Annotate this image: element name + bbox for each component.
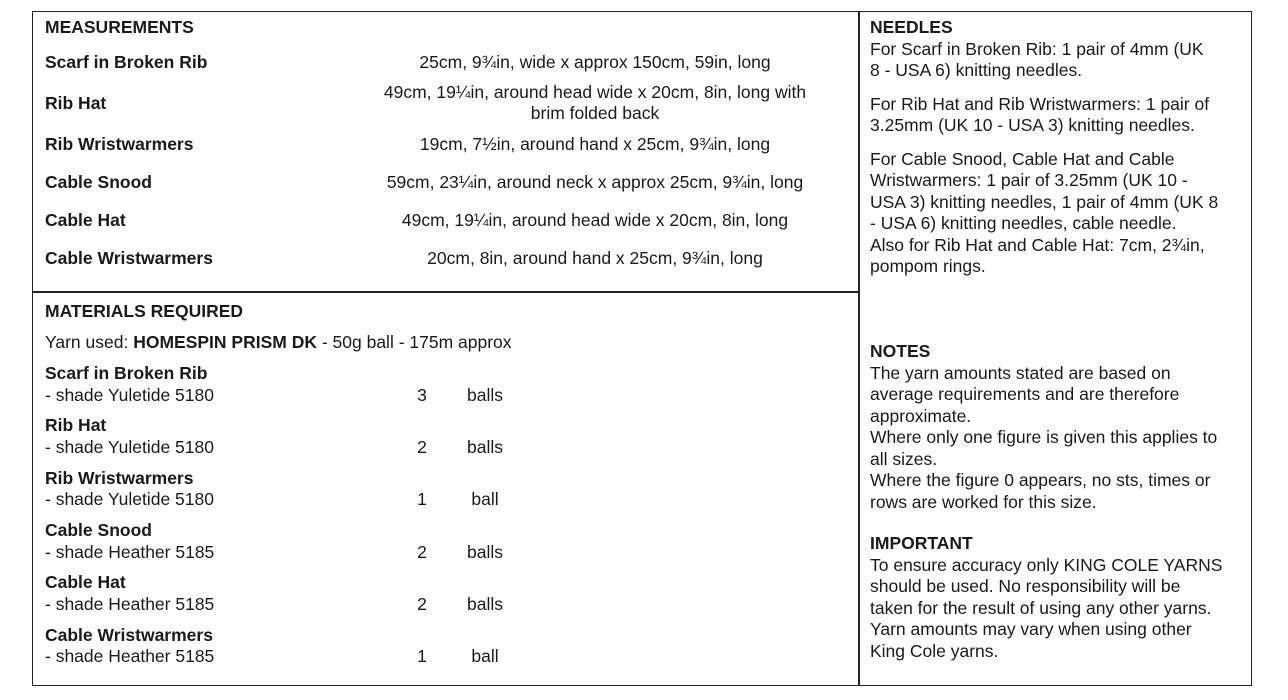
needles-text: Also for Rib Hat and Cable Hat: 7cm, 2¾in, [870,234,1205,255]
material-unit: balls [467,594,503,614]
important-text: King Cole yarns. [870,640,999,661]
important-heading: IMPORTANT [870,533,973,553]
material-item: Cable Snood [45,520,152,540]
notes-text: average requirements and are therefore [870,384,1180,404]
material-unit: balls [467,437,503,457]
material-qty: 1 [417,646,427,666]
material-shade: - shade Heather 5185 [45,646,215,666]
important-text: taken for the result of using any other yarns. [870,597,1212,618]
needles-text: pompom rings. [870,256,986,276]
needles-section [870,17,1245,278]
material-item: Rib Wristwarmers [45,468,194,488]
material-unit: ball [471,489,499,509]
measurement-item: Cable Snood [45,172,152,192]
measurement-item: Scarf in Broken Rib [45,52,208,72]
notes-text: approximate. [870,405,972,426]
yarn-used-label: Yarn used: [45,332,134,352]
needles-text: 8 - USA 6) knitting needles. [870,60,1083,80]
measurement-value: 20cm, 8in, around hand x 25cm, 9¾in, long [427,248,763,268]
needles-text: For Rib Hat and Rib Wristwarmers: 1 pair of [870,93,1210,114]
material-unit: balls [467,542,503,562]
material-qty: 2 [417,437,427,457]
measurement-item: Cable Hat [45,210,126,230]
needles-text: Wristwarmers: 1 pair of 3.25mm (UK 10 - [870,170,1188,190]
measurement-value-cont: brim folded back [530,103,660,123]
notes-text: all sizes. [870,448,938,469]
important-text: To ensure accuracy only KING COLE YARNS [870,554,1223,575]
measurement-item: Cable Wristwarmers [45,248,213,268]
measurement-value: 25cm, 9¾in, wide x approx 150cm, 59in, long [419,52,771,72]
notes-text: Where the figure 0 appears, no sts, times or [870,470,1211,490]
needles-text: For Cable Snood, Cable Hat and Cable [870,148,1175,169]
needles-text: - USA 6) knitting needles, cable needle. [870,213,1177,233]
needles-heading: NEEDLES [870,17,953,37]
needles-text: 3.25mm (UK 10 - USA 3) knitting needles. [870,115,1195,135]
section-divider [32,291,859,293]
material-item: Cable Hat [45,572,126,592]
material-item: Scarf in Broken Rib [45,363,208,383]
measurement-item: Rib Wristwarmers [45,134,194,154]
notes-text: Where only one figure is given this applies to [870,427,1218,447]
notes-heading: NOTES [870,341,931,361]
measurement-value: 49cm, 19¼in, around head wide x 20cm, 8in, long [401,210,789,230]
material-unit: ball [471,646,499,666]
yarn-used-line [45,332,512,353]
important-text: Yarn amounts may vary when using other [870,619,1192,639]
measurement-item: Rib Hat [45,93,107,113]
notes-text: rows are worked for this size. [870,491,1097,512]
material-shade: - shade Yuletide 5180 [45,385,214,405]
material-qty: 1 [417,489,427,509]
notes-text: The yarn amounts stated are based on [870,362,1171,383]
yarn-name: HOMESPIN PRISM DK [133,332,317,352]
material-qty: 2 [417,594,427,614]
needles-text: For Scarf in Broken Rib: 1 pair of 4mm (UK [870,38,1204,59]
yarn-details: - 50g ball - 175m approx [316,332,512,352]
measurement-value: 49cm, 19¼in, around head wide x 20cm, 8in, long with [383,82,807,102]
needles-text: USA 3) knitting needles, 1 pair of 4mm (UK 8 [870,191,1219,212]
material-item: Cable Wristwarmers [45,625,213,645]
measurement-value: 19cm, 7½in, around hand x 25cm, 9¾in, long [419,134,771,154]
material-qty: 3 [417,385,427,405]
material-shade: - shade Yuletide 5180 [45,437,214,457]
material-unit: balls [467,385,503,405]
important-section [870,533,1245,662]
material-qty: 2 [417,542,427,562]
material-shade: - shade Heather 5185 [45,594,215,614]
material-item: Rib Hat [45,415,107,435]
measurement-value: 59cm, 23¼in, around neck x approx 25cm, 9¾in, long [386,172,804,192]
material-shade: - shade Yuletide 5180 [45,489,214,509]
important-text: should be used. No responsibility will be [870,576,1181,596]
notes-section [870,341,1245,513]
material-shade: - shade Heather 5185 [45,542,215,562]
materials-heading: MATERIALS REQUIRED [45,301,244,321]
measurements-heading: MEASUREMENTS [45,17,194,37]
